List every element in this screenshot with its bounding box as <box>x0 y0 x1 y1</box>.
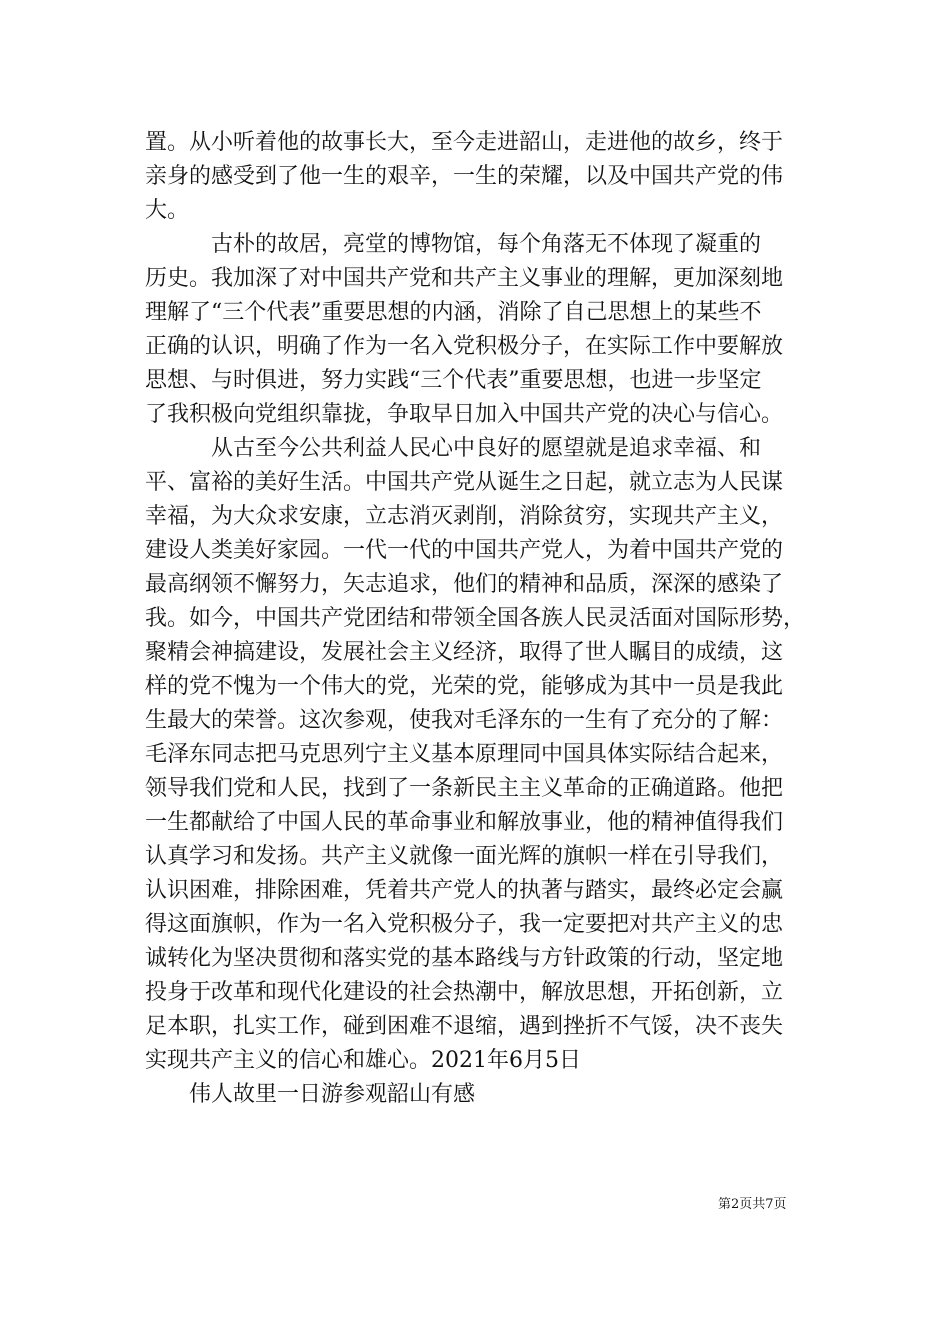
text-line: 实现共产主义的信心和雄心。2021年6月5日 <box>145 1048 581 1073</box>
text-line: 正确的认识，明确了作为一名入党积极分子，在实际工作中要解放 <box>145 334 784 359</box>
text-line: 聚精会神搞建设，发展社会主义经济，取得了世人瞩目的成绩，这 <box>145 640 784 665</box>
text-line: 我。如今，中国共产党团结和带领全国各族人民灵活面对国际形势， <box>145 606 806 631</box>
text-line: 最高纲领不懈努力，矢志追求，他们的精神和品质，深深的感染了 <box>145 572 784 597</box>
text-line: 古朴的故居，亮堂的博物馆，每个角落无不体现了凝重的 <box>145 232 762 257</box>
text-line: 领导我们党和人民，找到了一条新民主主义革命的正确道路。他把 <box>145 776 784 801</box>
text-line: 诚转化为坚决贯彻和落实党的基本路线与方针政策的行动，坚定地 <box>145 946 784 971</box>
text-line: 历史。我加深了对中国共产党和共产主义事业的理解，更加深刻地 <box>145 266 784 291</box>
text-line: 足本职，扎实工作，碰到困难不退缩，遇到挫折不气馁，决不丧失 <box>145 1014 784 1039</box>
text-line: 样的党不愧为一个伟大的党，光荣的党，能够成为其中一员是我此 <box>145 674 784 699</box>
text-line: 从古至今公共利益人民心中良好的愿望就是追求幸福、和 <box>145 436 762 461</box>
text-line: 生最大的荣誉。这次参观，使我对毛泽东的一生有了充分的了解： <box>145 708 784 733</box>
text-line: 认识困难，排除困难，凭着共产党人的执著与踏实，最终必定会赢 <box>145 878 784 903</box>
text-line: 置。从小听着他的故事长大，至今走进韶山，走进他的故乡，终于 <box>145 130 784 155</box>
text-line: 思想、与时俱进，努力实践“三个代表”重要思想，也进一步坚定 <box>145 368 762 393</box>
text-line: 认真学习和发扬。共产主义就像一面光辉的旗帜一样在引导我们， <box>145 844 784 869</box>
text-line: 一生都献给了中国人民的革命事业和解放事业，他的精神值得我们 <box>145 810 784 835</box>
page-number: 第2页共7页 <box>718 1197 787 1212</box>
text-line: 理解了“三个代表”重要思想的内涵，消除了自己思想上的某些不 <box>145 300 762 325</box>
text-line: 得这面旗帜，作为一名入党积极分子，我一定要把对共产主义的忠 <box>145 912 784 937</box>
text-line: 了我积极向党组织靠拢，争取早日加入中国共产党的决心与信心。 <box>145 402 784 427</box>
text-line: 建设人类美好家园。一代一代的中国共产党人，为着中国共产党的 <box>145 538 784 563</box>
text-line: 毛泽东同志把马克思列宁主义基本原理同中国具体实际结合起来， <box>145 742 784 767</box>
text-line: 亲身的感受到了他一生的艰辛，一生的荣耀，以及中国共产党的伟 <box>145 164 784 189</box>
text-line: 投身于改革和现代化建设的社会热潮中，解放思想，开拓创新，立 <box>145 980 784 1005</box>
text-line: 幸福，为大众求安康，立志消灭剥削，消除贫穷，实现共产主义， <box>145 504 784 529</box>
text-line: 伟人故里一日游参观韶山有感 <box>145 1082 476 1107</box>
text-line: 大。 <box>145 198 190 223</box>
text-line: 平、富裕的美好生活。中国共产党从诞生之日起，就立志为人民谋 <box>145 470 784 495</box>
